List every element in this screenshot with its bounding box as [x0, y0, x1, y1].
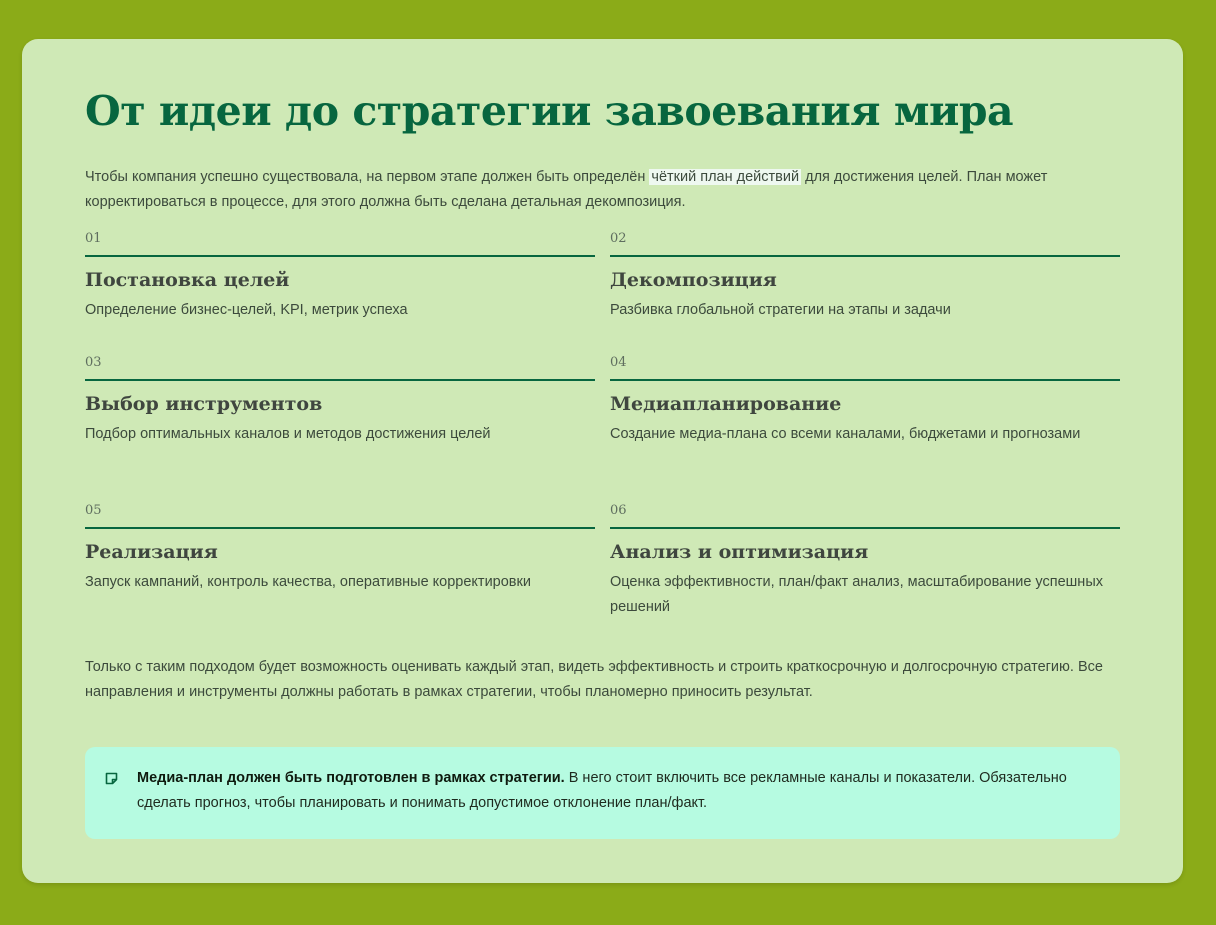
step-title: Анализ и оптимизация — [610, 541, 869, 563]
step-description: Подбор оптимальных каналов и методов достижения целей — [85, 426, 491, 442]
step-number: 01 — [85, 231, 102, 246]
step-item-2 — [610, 229, 1120, 323]
note-text: В него стоит включить все рекламные каналы и показатели. Обязательно сделать прогноз, чтобы планировать и понимать допустимое отклонение план/факт. — [137, 770, 1067, 811]
step-divider — [610, 527, 1120, 529]
step-divider — [85, 379, 595, 381]
step-number: 02 — [610, 231, 627, 246]
intro-highlight: чёткий план действий — [651, 169, 800, 185]
intro-paragraph — [85, 165, 1120, 215]
step-item-5 — [85, 501, 595, 595]
step-item-1 — [85, 229, 595, 323]
intro-text-after: для достижения целей. План может корректироваться в процессе, для этого должна быть сделана детальная декомпозиция. — [85, 169, 1048, 210]
step-description: Определение бизнес-целей, KPI, метрик успеха — [85, 302, 408, 318]
content-card — [22, 39, 1183, 883]
step-item-4 — [610, 353, 1120, 447]
step-title: Декомпозиция — [610, 269, 777, 291]
step-description: Создание медиа-плана со всеми каналами, бюджетами и прогнозами — [610, 426, 1081, 442]
step-divider — [610, 255, 1120, 257]
step-item-3 — [85, 353, 595, 447]
step-title: Постановка целей — [85, 269, 290, 291]
step-divider — [85, 255, 595, 257]
step-divider — [85, 527, 595, 529]
step-number: 03 — [85, 355, 102, 370]
step-number: 04 — [610, 355, 627, 370]
intro-text-before: Чтобы компания успешно существовала, на первом этапе должен быть определён — [85, 169, 650, 185]
step-number: 06 — [610, 503, 627, 518]
step-description: Разбивка глобальной стратегии на этапы и задачи — [610, 302, 951, 318]
outro-paragraph: Только с таким подходом будет возможность оценивать каждый этап, видеть эффективность и строить краткосрочную и долгосрочную стратегию. Все направления и инструменты должны работать в рамках стратегии, чтобы планомерно приносить результат. — [85, 659, 1103, 700]
page-title: От идеи до стратегии завоевания мира — [85, 87, 1014, 135]
step-number: 05 — [85, 503, 102, 518]
note-bold-text: Медиа-план должен быть подготовлен в рамках стратегии. — [137, 770, 565, 786]
step-description: Запуск кампаний, контроль качества, оперативные корректировки — [85, 574, 531, 590]
step-item-6 — [610, 501, 1120, 620]
step-title: Медиапланирование — [610, 393, 842, 415]
step-title: Выбор инструментов — [85, 393, 323, 415]
note-callout — [85, 747, 1120, 839]
step-title: Реализация — [85, 541, 218, 563]
note-icon — [105, 772, 118, 785]
step-description: Оценка эффективности, план/факт анализ, масштабирование успешных решений — [610, 574, 1103, 615]
step-divider — [610, 379, 1120, 381]
